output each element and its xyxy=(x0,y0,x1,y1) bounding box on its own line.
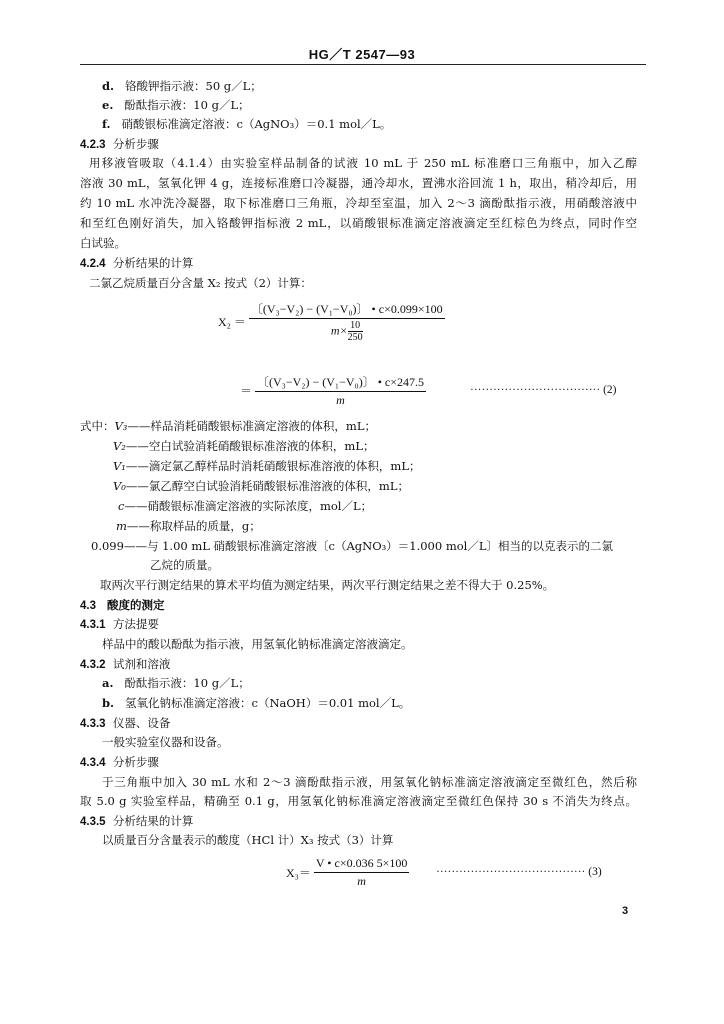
page-number: 3 xyxy=(622,905,629,917)
where-item-0099: 0.099——与 1.00 mL 硝酸银标准滴定溶液〔c（AgNO₃）＝1.000 mol／L〕相当的以克表示的二氯 xyxy=(91,539,613,553)
equation-2-line-1: X₂ ＝ 〔(V₃−V₂) − (V₁−V₀)〕 • c×0.099×100 m× $\frac{10}{250}$ xyxy=(218,302,443,343)
paragraph-line: 一般实验室仪器和设备。 xyxy=(102,735,229,749)
section-heading-4-2-3: 4.2.3 分析步骤 xyxy=(80,137,159,151)
standard-code-header: HG／T 2547—93 xyxy=(308,47,416,62)
paragraph-line: 取 5.0 g 实验室样品，精确至 0.1 g，用氢氧化钠标准滴定溶液滴定至微红色保持 30 s 不消失为终点。 xyxy=(80,794,637,808)
section-heading-4-3-3: 4.3.3 仪器、设备 xyxy=(80,716,171,730)
where-item: V₂——空白试验消耗硝酸银标准溶液的体积，mL； xyxy=(113,439,375,453)
list-item-a: a. 酚酞指示液：10 g／L； xyxy=(102,676,250,690)
list-item-e: e. 酚酞指示液：10 g／L； xyxy=(102,98,250,112)
equation-3-number: ······································· (3) xyxy=(436,866,602,878)
paragraph-line: 约 10 mL 水冲洗冷凝器，取下标准磨口三角瓶，冷却至室温，加入 2～3 滴酚酞指示液，用硝酸溶液中 xyxy=(80,196,637,210)
list-item-b: b. 氢氧化钠标准滴定溶液：c（NaOH）＝0.01 mol／L。 xyxy=(102,696,411,710)
section-heading-4-3-4: 4.3.4 分析步骤 xyxy=(80,755,159,769)
section-heading-4-3-2: 4.3.2 试剂和溶液 xyxy=(80,657,171,671)
equation-2-fraction-1: 〔(V₃−V₂) − (V₁−V₀)〕 • c×0.099×100 m× $\frac{10}{250}$ xyxy=(250,302,443,343)
header-rule xyxy=(80,64,646,65)
paragraph-line: 用移液管吸取（4.1.4）由实验室样品制备的试液 10 mL 于 250 mL 标准磨口三角瓶中，加入乙醇 xyxy=(89,156,637,170)
formula-intro: 以质量百分含量表示的酸度（HCl 计）X₃ 按式（3）计算 xyxy=(102,833,394,847)
paragraph-line: 和至红色刚好消失，加入铬酸钾指标液 2 mL，以硝酸银标准滴定溶液滴定至红棕色为终点，同时作空 xyxy=(80,216,637,230)
paragraph-line: 样品中的酸以酚酞为指示液，用氢氧化钠标准滴定溶液滴定。 xyxy=(102,637,413,651)
equation-3: X₃＝ $\frac{V • c\times 0.036 5\times 100}{m}$ xyxy=(286,856,408,888)
where-item: 式中：V₃——样品消耗硝酸银标准滴定溶液的体积，mL； xyxy=(80,419,376,433)
section-heading-4-3-1: 4.3.1 方法提要 xyxy=(80,617,159,631)
where-item-0099-continuation: 乙烷的质量。 xyxy=(150,558,219,572)
where-item: m——称取样品的质量，g； xyxy=(116,519,261,533)
paragraph-line: 于三角瓶中加入 30 mL 水和 2～3 滴酚酞指示液，用氢氧化钠标准滴定溶液滴定至微红色，然后称 xyxy=(102,775,637,789)
equation-2-number: ·································· (2) xyxy=(470,384,617,396)
paragraph-line: 溶液 30 mL，氢氧化钾 4 g，连接标准磨口冷凝器，通冷却水，置沸水浴回流 1 h，取出，稍冷却后，用 xyxy=(80,176,637,190)
equation-2-fraction-2: $\frac{\text{〔(V₃−V₂) − (V₁−V₀)〕 • c×247.5}}{m}$ xyxy=(257,375,424,407)
list-item-f: f. 硝酸银标准滴定溶液：c（AgNO₃）＝0.1 mol／L。 xyxy=(102,117,392,131)
where-item: V₁——滴定氯乙醇样品时消耗硝酸银标准溶液的体积，mL； xyxy=(113,459,421,473)
list-item-d: d. 铬酸钾指示液：50 g／L； xyxy=(102,79,262,93)
result-note: 取两次平行测定结果的算术平均值为测定结果，两次平行测定结果之差不得大于 0.25%。 xyxy=(100,578,555,592)
section-heading-4-3: 4.3 酸度的测定 xyxy=(80,598,165,612)
section-heading-4-3-5: 4.3.5 分析结果的计算 xyxy=(80,814,194,828)
where-item: V₀——氯乙醇空白试验消耗硝酸银标准溶液的体积，mL； xyxy=(113,479,409,493)
formula-intro: 二氯乙烷质量百分含量 X₂ 按式（2）计算： xyxy=(89,276,312,290)
equation-3-fraction: $\frac{V • c\times 0.036 5\times 100}{m}$ xyxy=(315,856,408,888)
paragraph-line: 白试验。 xyxy=(80,236,126,250)
section-heading-4-2-4: 4.2.4 分析结果的计算 xyxy=(80,256,194,270)
where-item: c——硝酸银标准滴定溶液的实际浓度，mol／L； xyxy=(118,499,373,513)
equation-2-line-2: ＝ $\frac{\text{〔(V₃−V₂) − (V₁−V₀)〕 • c×247.5}}{m}$ xyxy=(240,375,424,407)
